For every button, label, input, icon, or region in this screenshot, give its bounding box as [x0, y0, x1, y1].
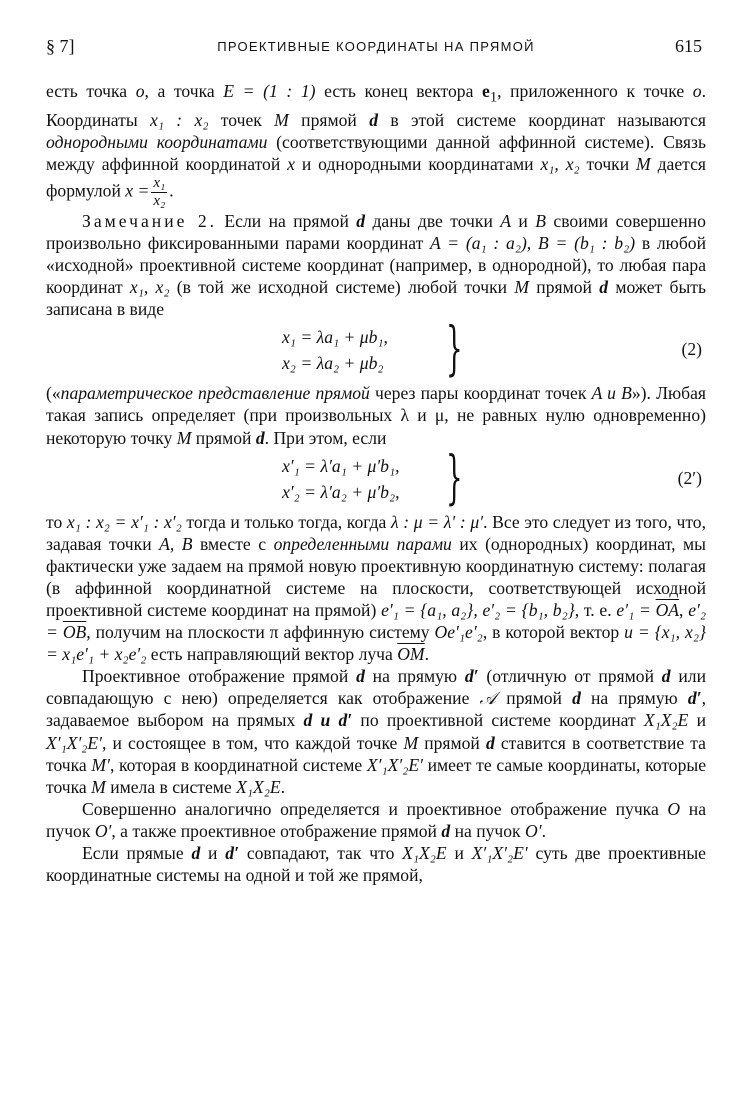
- paragraph-5: Проективное отображение прямой d на прямую d′ (отличную от прямой d или совпадающую с нею) определяется как отображение 𝒜 прямой d на прямую d′, задаваемое выбором на прямых d и d′ по проективной системе координат X₁X₂E и X′₁X′₂E′, и состоящее в том, что каждой точке M прямой d ставится в соответствие та точка M′, которая в координатной системе X′₁X′₂E′ имеет те самые координаты, которые точка M имела в системе X₁X₂E.: [46, 666, 707, 797]
- page-body: [46, 80, 706, 886]
- paragraph-1: есть точка o, а точка E = (1 : 1) есть конец вектора $e_1$, приложенного к точке o. Координаты x₁ : x₂ точек M прямой d в этой системе координат называются однородными координатами (соответствующими данной аффинной системе). Связь между аффинной координатой x и однородными координатами x₁, x₂ точки M дается формулой x = $\frac{\text{x₁}}{\text{x₂}}$ .: [46, 81, 706, 209]
- equation-2p-line-2: x′₂ = λ′a₂ + μ′b₂,: [282, 481, 400, 502]
- equation-2: [46, 314, 706, 383]
- paragraph-6: Совершенно аналогично определяется и проективное отображение пучка O на пучок O′, а также проективное отображение прямой d на пучок O′.: [46, 798, 707, 841]
- paragraph-4: то x₁ : x₂ = x′₁ : x′₂ тогда и только тогда, когда λ : μ = λ′ : μ′. Все это следует из того, что, задавая точки A, B вместе с определенными парами их (однородных) координат, мы фактически уже задаем на прямой новую проективную координатную систему: полагая (в аффинной координатной системе на плоскости, соответствующей исходной проективной системе координат на прямой) e′₁ = {a₁, a₂}, e′₂ = {b₁, b₂}, т. е. $e'_1 = \overline{OA}$, $e'_2 = \overline{OB}$, получим на плоскости π аффинную систему Oe′₁e′₂, в которой вектор u = {x₁, x₂} = x₁e′₁ + x₂e′₂ есть направляющий вектор луча $\overline{OM}$.: [46, 511, 706, 665]
- running-header: [46, 36, 706, 66]
- running-title: ПРОЕКТИВНЫЕ КООРДИНАТЫ НА ПРЯМОЙ: [217, 39, 535, 54]
- equation-2-label: (2): [681, 339, 702, 360]
- paragraph-7: Если прямые d и d′ совпадают, так что X₁X₂E и X′₁X′₂E′ суть две проективные координатные системы на одной и той же прямой,: [46, 843, 706, 886]
- equation-2-line-1: x₁ = λa₁ + μb₁,: [282, 327, 388, 348]
- section-number: § 7]: [46, 36, 75, 56]
- page-number: 615: [675, 36, 702, 56]
- fraction: $\frac{\text{x₁}}{\text{x₂}}$: [153, 174, 166, 209]
- paragraph-3: («параметрическое представление прямой через пары координат точек A и B»). Любая такая запись определяет (при произвольных λ и μ, не равных нулю одновременно) некоторую точку M прямой d. При этом, если: [46, 383, 706, 448]
- equation-2-prime: [46, 442, 706, 511]
- right-brace-icon: }: [446, 442, 463, 511]
- equation-2p-label: (2′): [677, 467, 702, 488]
- equation-2-line-2: x₂ = λa₂ + μb₂: [282, 353, 384, 374]
- paragraph-2: Замечание 2. Если на прямой d даны две точки A и B своими совершенно произвольно фиксированными парами координат A = (a₁ : a₂), B = (b₁ : b₂) в любой «исходной» проективной системе координат (например, в однородной), то любая пара координат x₁, x₂ (в той же исходной системе) любой точки M прямой d может быть записана в виде: [46, 210, 706, 320]
- right-brace-icon: }: [446, 314, 463, 383]
- equation-2p-line-1: x′₁ = λ′a₁ + μ′b₁,: [282, 455, 400, 476]
- remark-label: Замечание 2.: [82, 210, 218, 231]
